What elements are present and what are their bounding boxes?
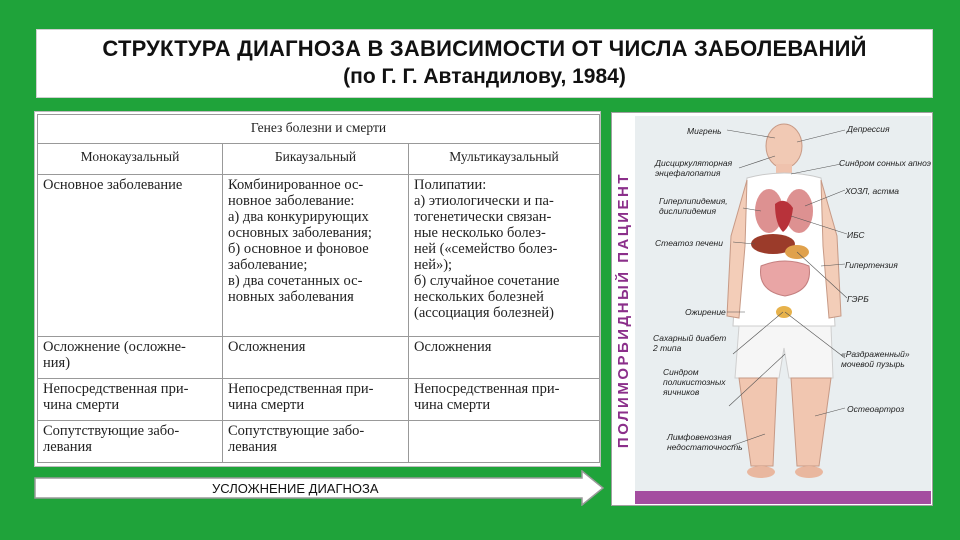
label-irritable-bladder: «Раздраженный» мочевой пузырь	[841, 349, 910, 369]
table-cell: Основное заболевание	[38, 175, 223, 337]
column-header-monocausal: Монокаузальный	[38, 144, 223, 175]
title-line-2: (по Г. Г. Автандилову, 1984)	[343, 65, 626, 88]
table-cell: Осложнения	[409, 337, 600, 379]
polymorbid-patient-figure	[611, 112, 933, 506]
table-cell: Комбинированное ос- новное заболевание: а) два конкурирующих основных заболевания; б) основное и фоновое заболевание; в) два сочетанных ос- новных заболевания	[223, 175, 409, 337]
table-cell: Сопутствующие забо- левания	[38, 421, 223, 463]
label-obesity: Ожирение	[685, 307, 726, 317]
side-banner	[615, 116, 635, 504]
genesis-header: Генез болезни и смерти	[38, 115, 600, 144]
label-encephalopathy: Дисциркуляторная энцефалопатия	[655, 158, 733, 178]
label-sleep-apnea: Синдром сонных апноэ	[839, 158, 931, 168]
purple-bar	[635, 491, 931, 504]
table-row	[38, 175, 600, 337]
label-depression: Депрессия	[847, 124, 890, 134]
table-cell: Непосредственная при- чина смерти	[223, 379, 409, 421]
label-hyperlipidemia: Гиперлипидемия, дислипидемия	[659, 196, 728, 216]
complication-arrow	[34, 470, 605, 506]
table-row	[38, 421, 600, 463]
table-cell: Осложнения	[223, 337, 409, 379]
table	[37, 114, 600, 463]
table-cell: Непосредственная при- чина смерти	[409, 379, 600, 421]
label-lymphovenous: Лимфовенозная недостаточность	[667, 432, 743, 452]
label-osteoarthritis: Остеоартроз	[847, 404, 905, 414]
table-cell: Сопутствующие забо- левания	[223, 421, 409, 463]
table-cell: Полипатии: а) этиологически и па- тогенетически связан- ные несколько болез- ней («семейство болез- ней»); б) случайное сочетание нескольких болезней (ассоциация болезней)	[409, 175, 600, 337]
label-ischemic-heart-disease: ИБС	[847, 230, 865, 240]
column-header-multicausal: Мультикаузальный	[409, 144, 600, 175]
table-row	[38, 379, 600, 421]
column-header-bicausal: Бикаузальный	[223, 144, 409, 175]
label-migraine: Мигрень	[687, 126, 722, 136]
title-box	[36, 29, 933, 98]
label-diabetes: Сахарный диабет 2 типа	[653, 333, 727, 353]
label-hypertension: Гипертензия	[845, 260, 898, 270]
side-title: ПОЛИМОРБИДНЫЙ ПАЦИЕНТ	[615, 171, 632, 449]
table-cell	[409, 421, 600, 463]
table-row	[38, 337, 600, 379]
arrow-label: УСЛОЖНЕНИЕ ДИАГНОЗА	[212, 481, 379, 496]
table-cell: Непосредственная при- чина смерти	[38, 379, 223, 421]
label-copd-asthma: ХОЗЛ, астма	[845, 186, 899, 196]
label-polycystic-ovary: Синдром поликистозных яичников	[663, 367, 726, 397]
table-cell: Осложнение (осложне- ния)	[38, 337, 223, 379]
title-line-1: СТРУКТУРА ДИАГНОЗА В ЗАВИСИМОСТИ ОТ ЧИСЛА ЗАБОЛЕВАНИЙ	[102, 36, 867, 61]
label-gerd: ГЭРБ	[847, 294, 869, 304]
label-liver-steatosis: Стеатоз печени	[655, 238, 723, 248]
diagnosis-structure-table	[34, 111, 601, 467]
